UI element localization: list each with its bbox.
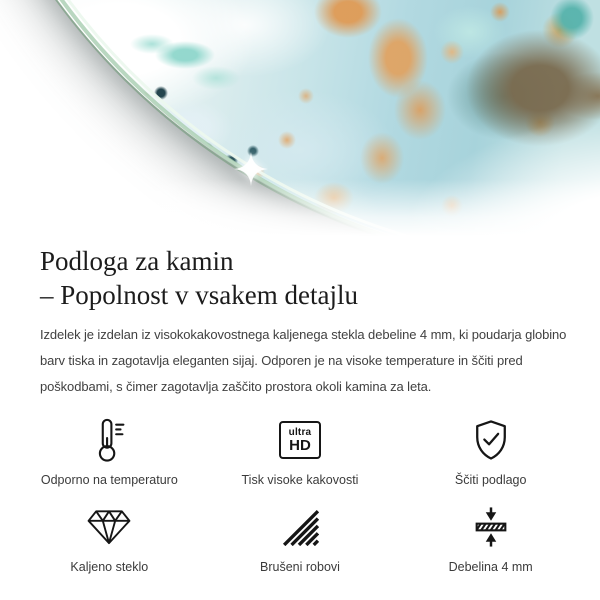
- sparkle-glint-icon: [234, 152, 268, 186]
- thermometer-icon: [89, 417, 129, 463]
- feature-label: Kaljeno steklo: [70, 560, 149, 574]
- ultra-hd-icon-text-bottom: HD: [289, 436, 311, 454]
- feature-label: Brušeni robovi: [260, 560, 340, 574]
- feature-print-quality: [205, 416, 396, 487]
- thickness-icon: [471, 506, 511, 548]
- ultra-hd-icon: [279, 421, 321, 459]
- title-line-2: – Popolnost v vsakem detajlu: [40, 280, 358, 310]
- feature-label: Tisk visoke kakovosti: [241, 473, 359, 487]
- feature-tempered-glass: [14, 503, 205, 574]
- shield-check-icon: [472, 419, 510, 461]
- product-description: Izdelek je izdelan iz visokokakovostnega kaljenega stekla debeline 4 mm, ki poudarja globino barv tiska in zagotavlja eleganten sijaj. Odporen je na visoke temperature in ščiti pred poškodbami, s čimer zagotavlja zaščito prostora okoli kamina za leta.: [40, 327, 567, 394]
- diamond-icon: [86, 508, 132, 546]
- beveled-edges-icon: [281, 508, 319, 546]
- feature-label: Ščiti podlago: [454, 473, 527, 487]
- feature-beveled-edges: [205, 503, 396, 574]
- product-hero-image: [0, 0, 600, 236]
- feature-label: Odporno na temperaturo: [40, 473, 178, 487]
- feature-protection: [395, 416, 586, 487]
- feature-thickness: [395, 503, 586, 574]
- ultra-hd-icon-text-top: ultra: [288, 426, 312, 438]
- page-title: [40, 244, 560, 312]
- feature-grid: [14, 416, 586, 574]
- feature-label: Debelina 4 mm: [448, 560, 533, 574]
- title-line-1: Podloga za kamin: [40, 246, 234, 276]
- feature-temperature: [14, 416, 205, 487]
- hero-white-fade: [0, 0, 600, 236]
